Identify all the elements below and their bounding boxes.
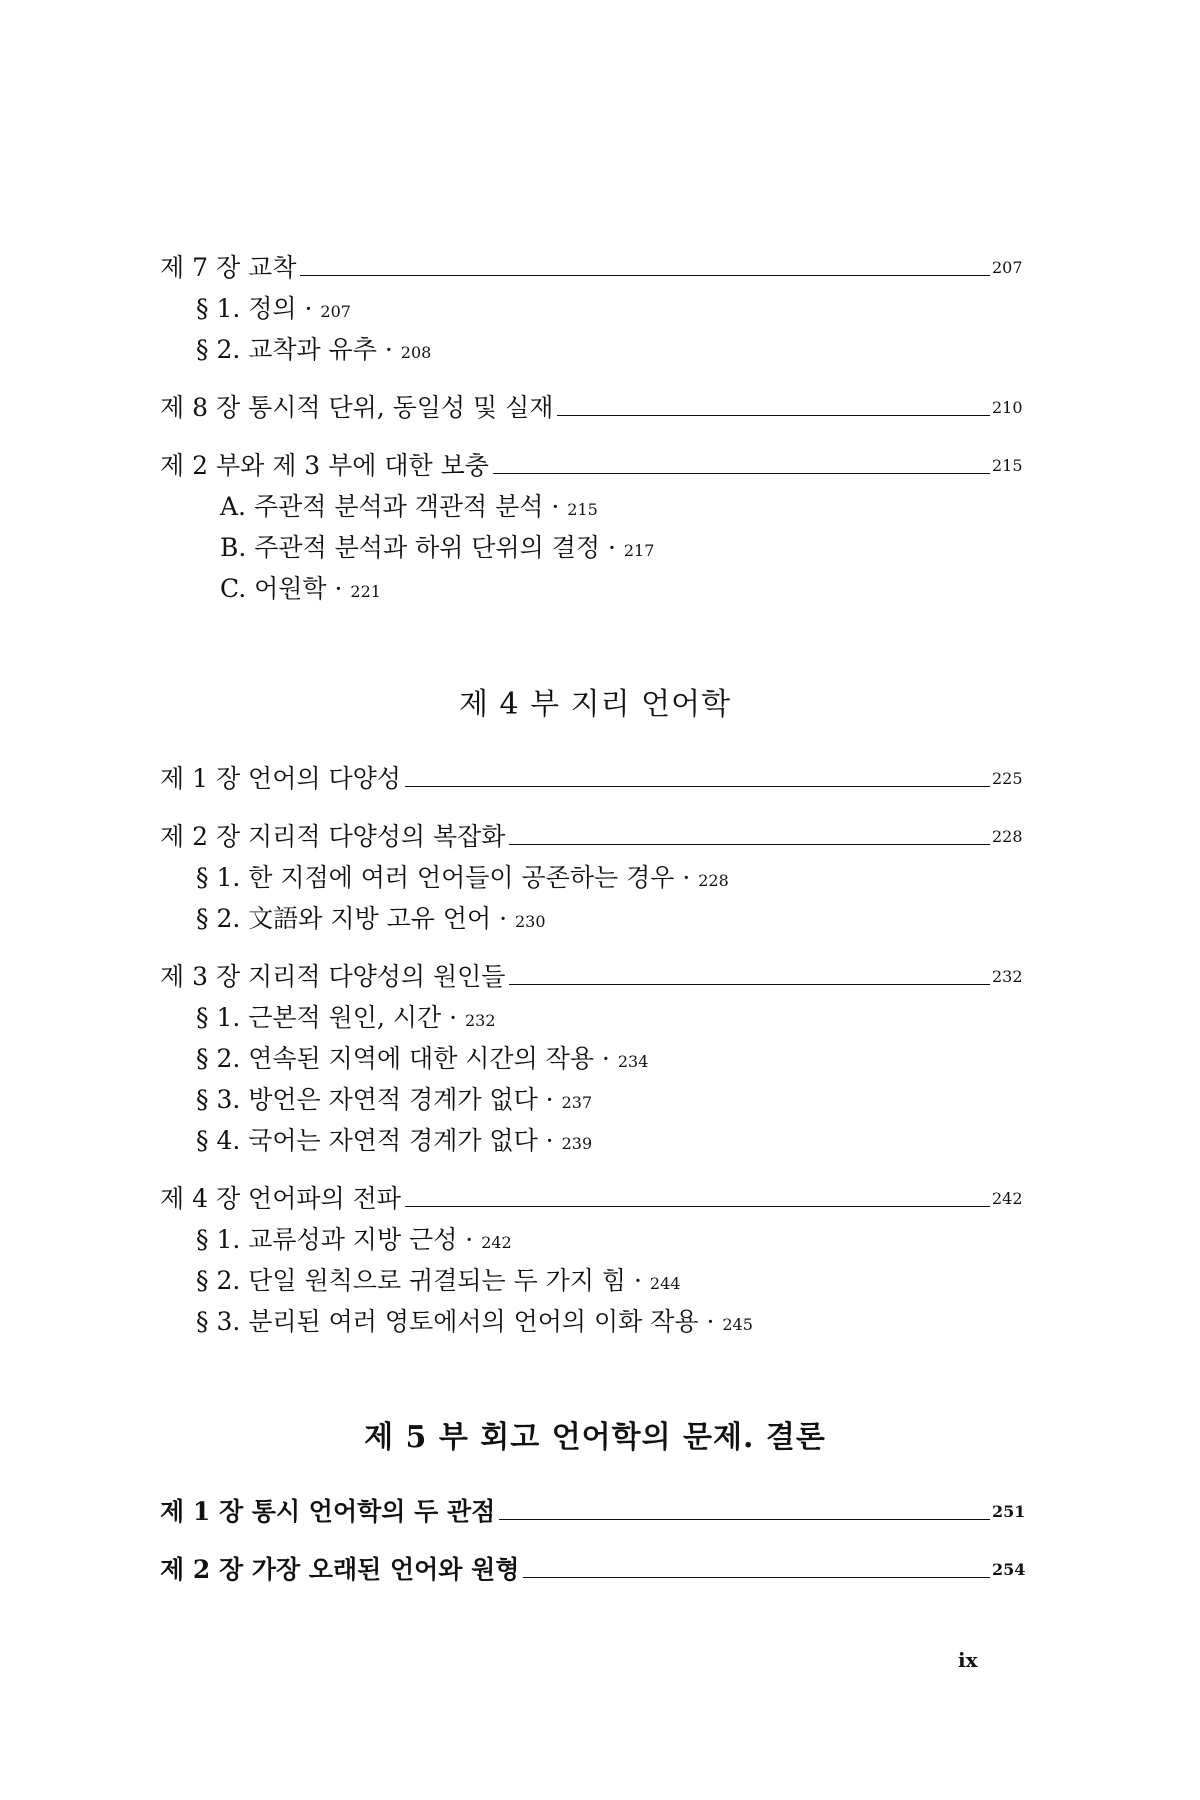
toc-part4-chapter-2: 제 2 장 지리적 다양성의 복잡화 228 [160, 822, 1023, 851]
toc-chapter-8: 제 8 장 통시적 단위, 동일성 및 실재 210 [160, 393, 1023, 422]
part-4-title: 제 4 부 지리 언어학 [458, 687, 732, 722]
toc-subsection: § 4. 국어는 자연적 경계가 없다 · 239 [196, 1126, 593, 1155]
leader-line [499, 1519, 990, 1520]
toc-part4-chapter-4: 제 4 장 언어파의 전파 242 [160, 1184, 1023, 1213]
toc-subsection: A. 주관적 분석과 객관적 분석 · 215 [220, 492, 598, 521]
leader-line [523, 1577, 990, 1578]
page-number: ix [958, 1648, 978, 1672]
leader-line [405, 786, 990, 787]
toc-subsection: § 3. 방언은 자연적 경계가 없다 · 237 [196, 1085, 593, 1114]
leader-line [493, 473, 990, 474]
table-of-contents [160, 248, 1030, 1590]
leader-line [300, 275, 990, 276]
toc-subsection: B. 주관적 분석과 하위 단위의 결정 · 217 [220, 533, 655, 562]
toc-subsection: § 1. 한 지점에 여러 언어들이 공존하는 경우 · 228 [196, 863, 729, 892]
toc-part5-chapter-1: 제 1 장 통시 언어학의 두 관점 251 [160, 1497, 1026, 1526]
toc-subsection: § 3. 분리된 여러 영토에서의 언어의 이화 작용 · 245 [196, 1307, 753, 1336]
leader-line [405, 1206, 990, 1207]
toc-part4-chapter-3: 제 3 장 지리적 다양성의 원인들 232 [160, 962, 1023, 991]
toc-subsection: § 1. 정의 · 207 [196, 294, 351, 323]
leader-line [509, 984, 990, 985]
part-5-title: 제 5 부 회고 언어학의 문제. 결론 [364, 1420, 826, 1455]
leader-line [557, 415, 990, 416]
toc-subsection: § 2. 연속된 지역에 대한 시간의 작용 · 234 [196, 1044, 649, 1073]
toc-subsection: § 2. 교착과 유추 · 208 [196, 335, 432, 364]
toc-supplement: 제 2 부와 제 3 부에 대한 보충 215 [160, 451, 1023, 480]
toc-subsection: § 1. 교류성과 지방 근성 · 242 [196, 1225, 512, 1254]
toc-subsection: C. 어원학 · 221 [220, 574, 381, 603]
leader-line [509, 844, 990, 845]
toc-chapter-7: 제 7 장 교착 207 [160, 253, 1023, 282]
toc-part5-chapter-2: 제 2 장 가장 오래된 언어와 원형 254 [160, 1555, 1026, 1584]
toc-subsection: § 1. 근본적 원인, 시간 · 232 [196, 1003, 496, 1032]
toc-part4-chapter-1: 제 1 장 언어의 다양성 225 [160, 764, 1023, 793]
toc-subsection: § 2. 단일 원칙으로 귀결되는 두 가지 힘 · 244 [196, 1266, 681, 1295]
toc-subsection: § 2. 文語와 지방 고유 언어 · 230 [196, 904, 546, 933]
